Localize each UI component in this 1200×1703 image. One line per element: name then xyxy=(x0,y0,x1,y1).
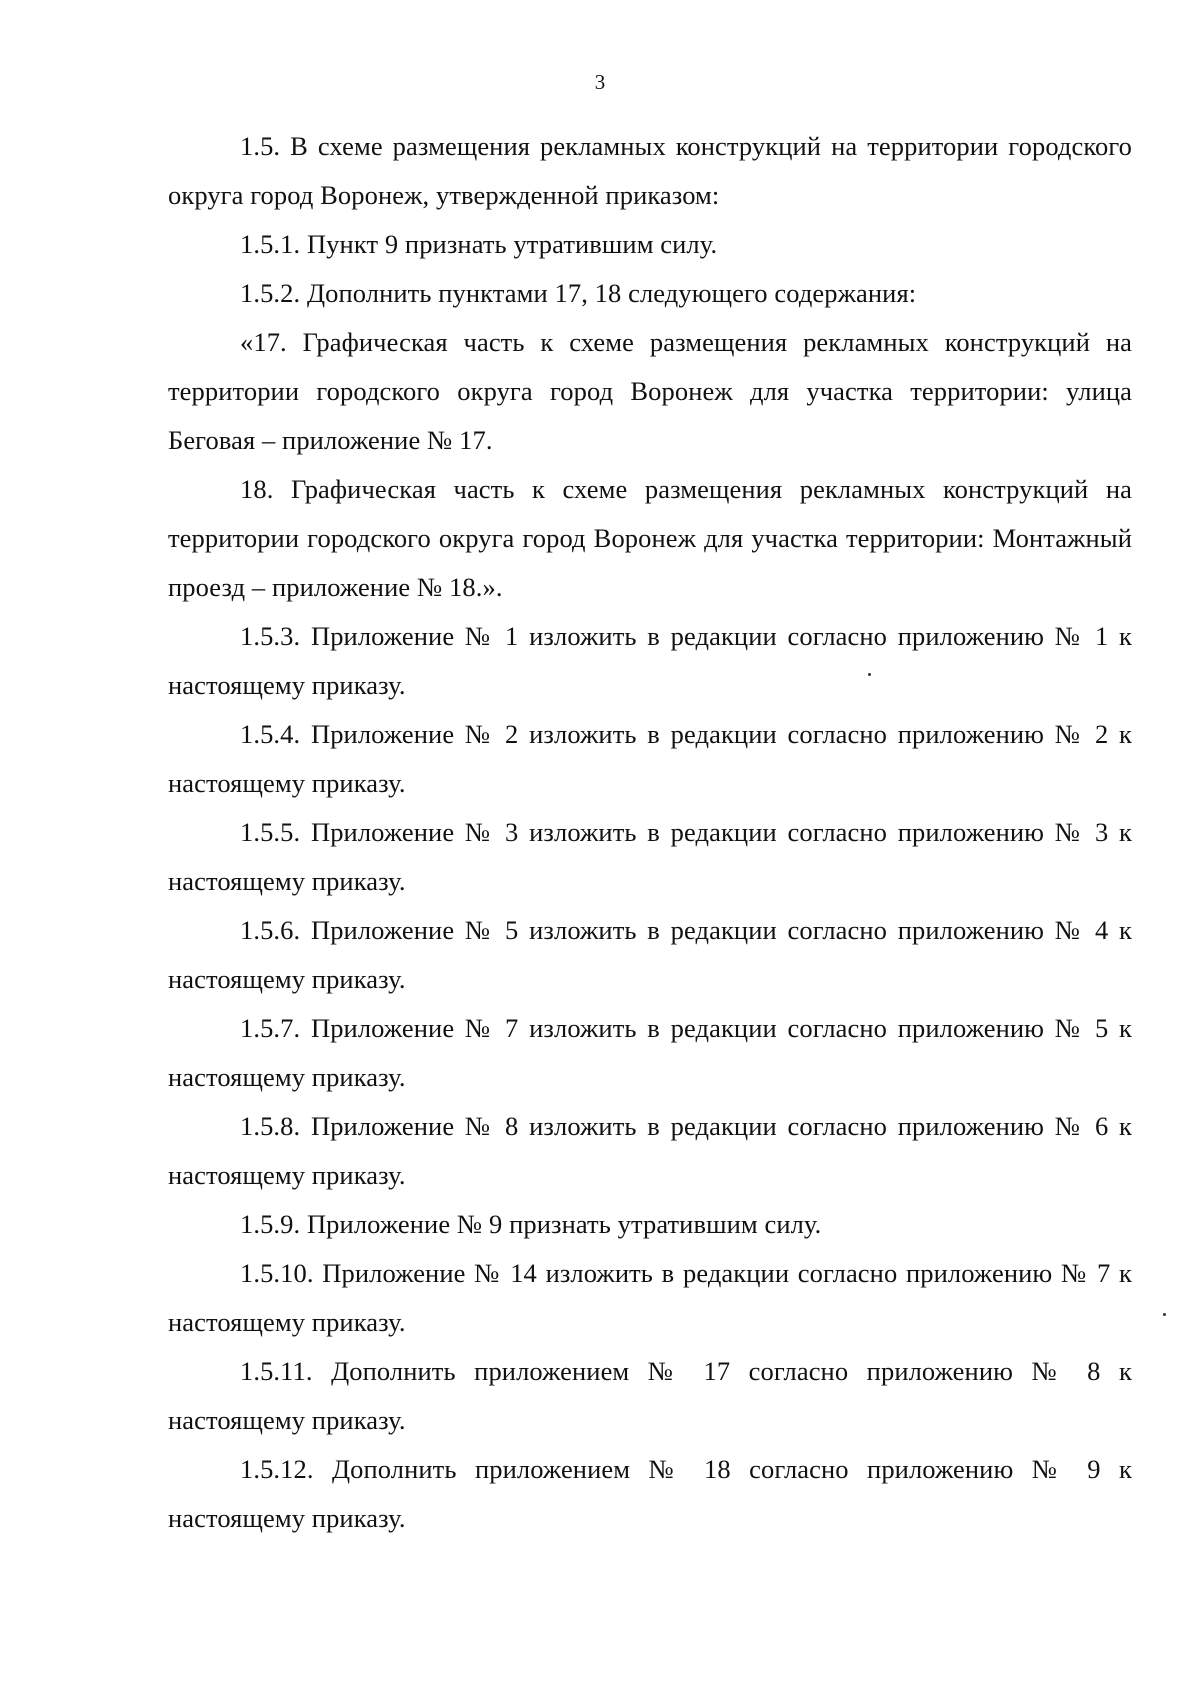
paragraph-1-5-7: 1.5.7. Приложение № 7 изложить в редакции согласно приложению № 5 к настоящему приказу. xyxy=(168,1013,1132,1092)
paragraph-1-5-12: 1.5.12. Дополнить приложением № 18 согласно приложению № 9 к настоящему приказу. xyxy=(168,1454,1132,1533)
paragraph-1-5-3: 1.5.3. Приложение № 1 изложить в редакции согласно приложению № 1 к настоящему приказу. xyxy=(168,621,1132,700)
paragraph-1-5-9: 1.5.9. Приложение № 9 признать утратившим силу. xyxy=(240,1209,822,1239)
paragraph-1-5: 1.5. В схеме размещения рекламных конструкций на территории городского округа город Воронеж, утвержденной приказом: xyxy=(168,131,1132,210)
paragraph-1-5-6: 1.5.6. Приложение № 5 изложить в редакции согласно приложению № 4 к настоящему приказу. xyxy=(168,915,1132,994)
paragraph-1-5-11: 1.5.11. Дополнить приложением № 17 согласно приложению № 8 к настоящему приказу. xyxy=(168,1356,1132,1435)
scan-speck xyxy=(1163,1313,1166,1316)
paragraph-item-18: 18. Графическая часть к схеме размещения рекламных конструкций на территории городского округа город Воронеж для участка территории: Монтажный проезд – приложение № 18.». xyxy=(168,474,1132,602)
paragraph-1-5-5: 1.5.5. Приложение № 3 изложить в редакции согласно приложению № 3 к настоящему приказу. xyxy=(168,817,1132,896)
document-body xyxy=(168,122,1132,1543)
paragraph-item-17: «17. Графическая часть к схеме размещения рекламных конструкций на территории городского округа город Воронеж для участка территории: улица Беговая – приложение № 17. xyxy=(168,327,1132,455)
paragraph-1-5-4: 1.5.4. Приложение № 2 изложить в редакции согласно приложению № 2 к настоящему приказу. xyxy=(168,719,1132,798)
paragraph-1-5-2: 1.5.2. Дополнить пунктами 17, 18 следующего содержания: xyxy=(240,278,917,308)
paragraph-1-5-10: 1.5.10. Приложение № 14 изложить в редакции согласно приложению № 7 к настоящему приказу. xyxy=(168,1258,1132,1337)
paragraph-1-5-1: 1.5.1. Пункт 9 признать утратившим силу. xyxy=(240,229,718,259)
scan-speck xyxy=(868,673,871,676)
page-number: 3 xyxy=(594,70,606,94)
paragraph-1-5-8: 1.5.8. Приложение № 8 изложить в редакции согласно приложению № 6 к настоящему приказу. xyxy=(168,1111,1132,1190)
